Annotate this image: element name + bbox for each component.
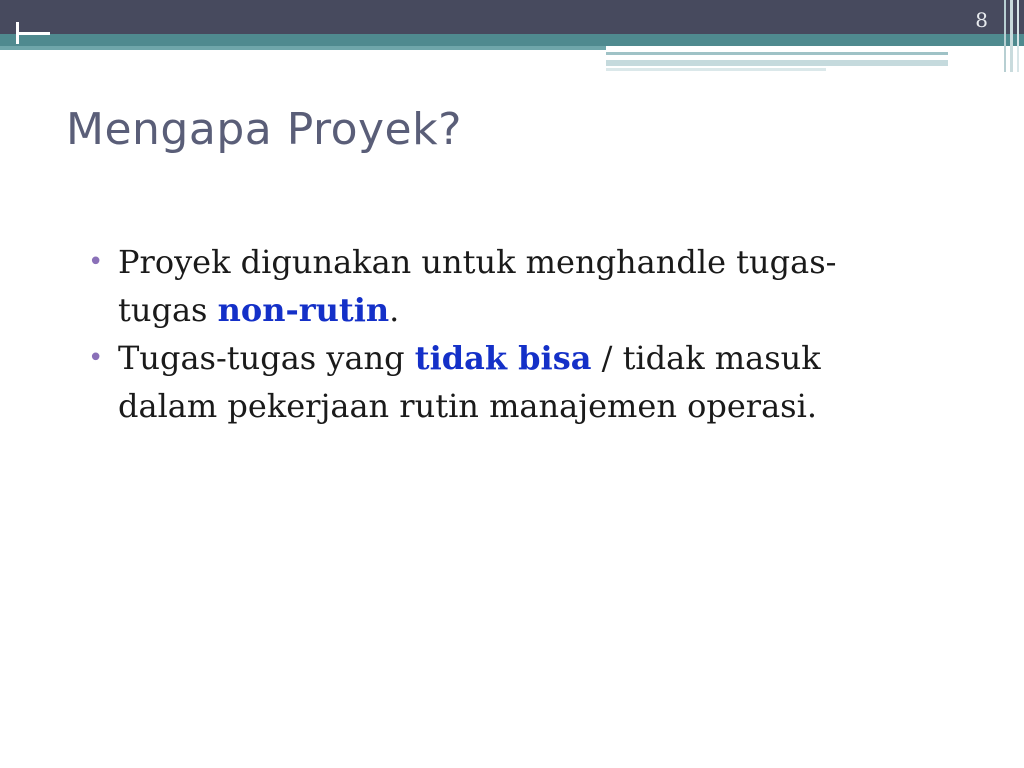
decorative-vertical-line [1010,0,1013,72]
bullet-text: Tugas-tugas yang [118,339,415,377]
decorative-vertical-line [1017,0,1019,72]
bullet-highlight: non-rutin [217,291,390,329]
bullet-highlight: tidak bisa [414,339,592,377]
decorative-line [606,68,826,71]
header-accent-band [0,34,1024,46]
header-accent-subline [0,46,606,50]
bullet-list [88,238,918,430]
bullet-icon: • [88,247,104,277]
decorative-line [606,60,948,66]
decorative-line [606,52,948,55]
decorative-vertical-line [1004,0,1006,72]
header-band [0,0,1024,34]
bullet-text: / tidak masuk dalam pekerjaan rutin manajemen operasi. [118,339,821,425]
bullet-icon: • [88,343,104,373]
bullet-item [88,334,918,430]
bullet-item [88,238,918,334]
slide-title: Mengapa Proyek? [66,104,462,155]
bullet-text: Proyek digunakan untuk menghandle tugas-tugas [118,243,837,329]
page-number: 8 [975,8,988,32]
bullet-text: . [389,291,400,329]
theme-corner-mark-icon [16,22,50,44]
